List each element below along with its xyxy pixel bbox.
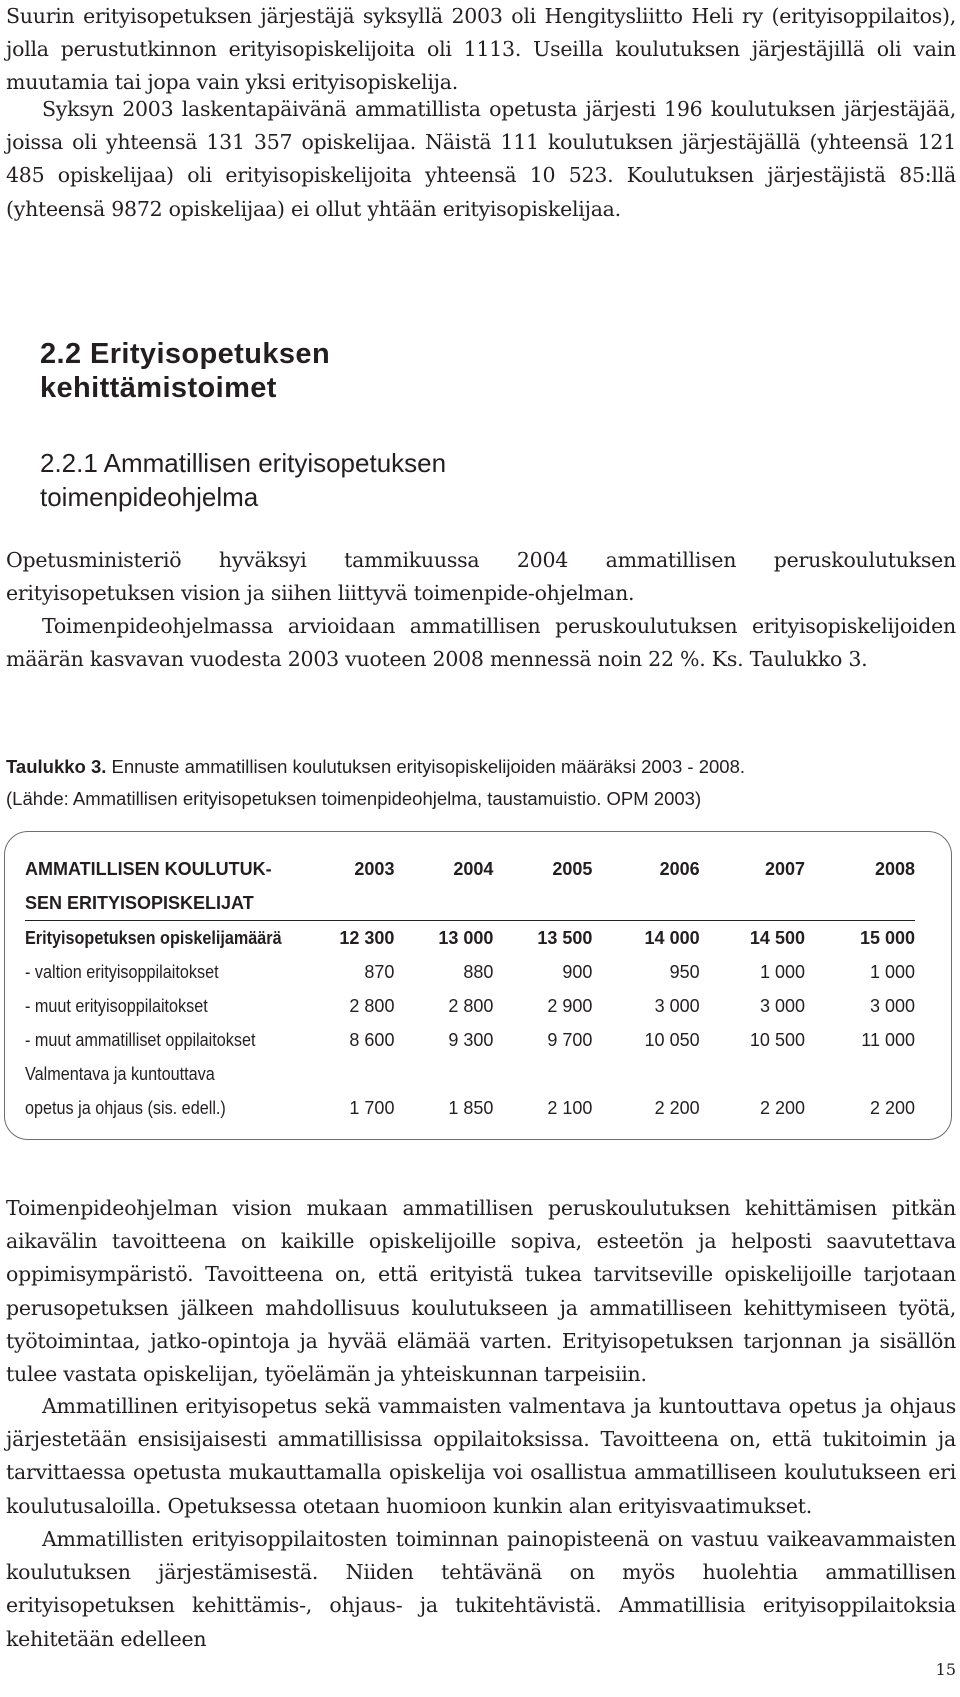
table-row-label: Erityisopetuksen opiskelijamäärä: [25, 921, 310, 956]
body-paragraph-2: Ammatillinen erityisopetus sekä vammaisten valmentava ja kuntouttava opetus ja ohjaus järjestetään ensisijaisesti ammatillisissa oppilaitoksissa. Tavoitteena on, että tukitoimin ja tarvittaessa opetusta mukauttamalla opiskelija voi osallistua ammatilliseen koulutukseen eri koulutusaloilla. Opetuksessa otetaan huomioon kunkin alan erityisvaatimukset.: [6, 1394, 956, 1518]
intro-paragraph-2: Syksyn 2003 laskentapäivänä ammatillista opetusta järjesti 196 koulutuksen järjestäjää, joissa oli yhteensä 131 357 opiskelijaa. Näistä 111 koulutuksen järjestäjällä (yhteensä 121 485 opiskelijaa) oli erityisopiskelijoita yhteensä 10 523. Koulutuksen järjestäjistä 85:llä (yhteensä 9872 opiskelijaa) ei ollut yhtään erityisopiskelijaa.: [6, 97, 956, 221]
table-cell: 2 800: [448, 995, 494, 1016]
table-header-year: 2004: [453, 858, 494, 879]
table-row: [25, 1023, 915, 1057]
table-cell: 9 300: [448, 1029, 494, 1050]
table-cell: 13 500: [493, 921, 592, 956]
table-cell: 13 000: [394, 921, 493, 956]
table-header-row-2: [25, 886, 915, 921]
table-caption: [6, 751, 956, 783]
forecast-table: [25, 852, 915, 1125]
table-cell: 14 000: [592, 921, 699, 956]
section-paragraph-2: Toimenpideohjelmassa arvioidaan ammatillisen peruskoulutuksen erityisopiskelijoiden määrän kasvavan vuodesta 2003 vuoteen 2008 mennessä noin 22 %. Ks. Taulukko 3.: [6, 614, 956, 672]
table-total-row: [25, 921, 915, 956]
table-header-year: 2007: [764, 858, 805, 879]
table-cell: 870: [364, 961, 395, 982]
table-row-label: Valmentava ja kuntouttava: [25, 1063, 215, 1084]
table-row-label: - valtion erityisoppilaitokset: [25, 961, 219, 982]
table-cell: 1 000: [759, 961, 805, 982]
table-header-label: AMMATILLISEN KOULUTUK-: [25, 858, 272, 879]
table-cell: 1 850: [448, 1097, 494, 1118]
table-cell: 8 600: [349, 1029, 395, 1050]
section-heading-line-2: kehittämistoimet: [40, 372, 277, 404]
table-cell: 3 000: [654, 995, 700, 1016]
table-cell: 880: [463, 961, 494, 982]
subsection-heading: [40, 446, 446, 514]
table-row: [25, 955, 915, 989]
subsection-heading-line-2: toimenpideohjelma: [40, 482, 259, 512]
table-row: [25, 1091, 915, 1125]
table-cell: 2 800: [349, 995, 395, 1016]
table-cell: 11 000: [861, 1029, 915, 1050]
table-cell: 14 500: [700, 921, 805, 956]
table-source: (Lähde: Ammatillisen erityisopetuksen toimenpideohjelma, taustamuistio. OPM 2003): [6, 788, 702, 809]
table-cell: 3 000: [759, 995, 805, 1016]
table-row-label: - muut ammatilliset oppilaitokset: [25, 1029, 256, 1050]
page-number: 15: [935, 1660, 956, 1679]
body-paragraph-3: Ammatillisten erityisoppilaitosten toiminnan painopisteenä on vastuu vaikeavammaisten koulutuksen järjestämisestä. Niiden tehtävänä on myös huolehtia ammatillisen erityisopetuksen kehittämis-, ohjaus- ja tukitehtävistä. Ammatillisia erityisoppilaitoksia kehitetään edelleen: [6, 1527, 956, 1651]
body-paragraph-1: Toimenpideohjelman vision mukaan ammatillisen peruskoulutuksen kehittämisen pitkän aikavälin tavoitteena on kaikille opiskelijoille sopiva, esteetön ja helposti saavutettava oppimisympäristö. Tavoitteena on, että erityistä tukea tarvitseville opiskelijoille tarjotaan perusopetuksen jälkeen mahdollisuus koulutukseen ja ammatilliseen kehittymiseen työtä, työtoimintaa, jatko-opintoja ja hyvää elämää varten. Erityisopetuksen tarjonnan ja sisällön tulee vastata opiskelijan, työelämän ja yhteiskunnan tarpeisiin.: [6, 1196, 956, 1387]
section-heading-line-1: 2.2 Erityisopetuksen: [40, 338, 331, 370]
table-row-label: - muut erityisoppilaitokset: [25, 995, 208, 1016]
intro-paragraph-1: Suurin erityisopetuksen järjestäjä syksyllä 2003 oli Hengitysliitto Heli ry (erityisoppilaitos), jolla perustutkinnon erityisopiskelijoita oli 1113. Useilla koulutuksen järjestäjillä oli vain muutamia tai jopa vain yksi erityisopiskelija.: [6, 4, 956, 95]
table-cell: 10 500: [749, 1029, 805, 1050]
table-caption-label: Taulukko 3.: [6, 756, 107, 777]
table-cell: 900: [562, 961, 593, 982]
table-cell: 1 700: [349, 1097, 395, 1118]
table-cell: 950: [669, 961, 700, 982]
table-caption-text: Ennuste ammatillisen koulutuksen erityisopiskelijoiden määräksi 2003 - 2008.: [111, 756, 745, 777]
table-cell: 15 000: [805, 921, 915, 956]
table-header-label-2: SEN ERITYISOPISKELIJAT: [25, 892, 254, 913]
section-paragraph-1: Opetusministeriö hyväksyi tammikuussa 2004 ammatillisen peruskoulutuksen erityisopetuksen vision ja siihen liittyvä toimenpide-ohjelman.: [6, 548, 956, 606]
table-cell: 2 200: [654, 1097, 700, 1118]
table-cell: 2 200: [869, 1097, 915, 1118]
table-header-year: 2008: [874, 858, 915, 879]
table-row: [25, 989, 915, 1023]
table-header-year: 2006: [659, 858, 700, 879]
section-heading: [40, 337, 330, 405]
table-cell: 2 200: [759, 1097, 805, 1118]
table-row-label: opetus ja ohjaus (sis. edell.): [25, 1097, 226, 1118]
table-row: [25, 1057, 915, 1091]
table-cell: 2 900: [547, 995, 593, 1016]
table-cell: 10 050: [644, 1029, 700, 1050]
table-cell: 1 000: [869, 961, 915, 982]
table-cell: 3 000: [869, 995, 915, 1016]
table-header-row: [25, 852, 915, 886]
table-header-year: 2003: [354, 858, 395, 879]
table-cell: 12 300: [310, 921, 394, 956]
subsection-heading-line-1: 2.2.1 Ammatillisen erityisopetuksen: [40, 448, 447, 478]
table-cell: 2 100: [547, 1097, 593, 1118]
table-cell: 9 700: [547, 1029, 593, 1050]
table-header-year: 2005: [552, 858, 593, 879]
